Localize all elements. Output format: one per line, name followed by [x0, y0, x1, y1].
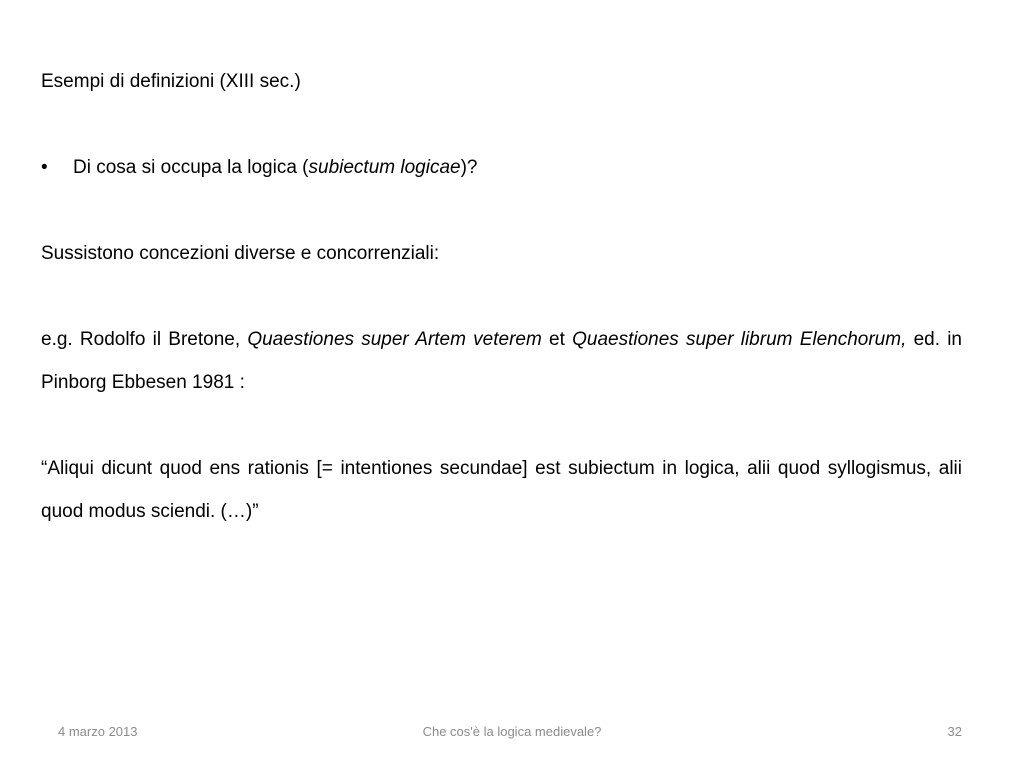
intro-paragraph: Sussistono concezioni diverse e concorrenziali: — [41, 243, 440, 264]
spacer — [41, 189, 962, 232]
bullet-icon: • — [41, 157, 48, 178]
example-suffix: ed. in Pinborg Ebbesen 1981 : — [41, 329, 962, 393]
slide-content — [41, 60, 962, 533]
bullet-item — [41, 146, 962, 189]
example-title-2: Quaestiones super librum Elenchorum, — [572, 329, 907, 350]
footer-date: 4 marzo 2013 — [58, 724, 138, 739]
bullet-text-after: )? — [460, 157, 478, 178]
spacer — [41, 404, 962, 447]
spacer — [41, 103, 962, 146]
bullet-text-before: Di cosa si occupa la logica ( — [73, 157, 309, 178]
example-title-1: Quaestiones super Artem veterem — [247, 329, 542, 350]
bullet-text — [73, 146, 478, 189]
footer-page-number: 32 — [947, 724, 962, 739]
example-prefix: e.g. Rodolfo il Bretone, — [41, 329, 248, 350]
spacer — [41, 275, 962, 318]
footer-title: Che cos'è la logica medievale? — [422, 724, 602, 739]
example-paragraph — [41, 318, 962, 404]
slide-heading: Esempi di definizioni (XIII sec.) — [41, 71, 301, 92]
bullet-text-italic: subiectum logicae — [308, 157, 461, 178]
example-middle: et — [541, 329, 573, 350]
quote-paragraph: “Aliqui dicunt quod ens rationis [= intentiones secundae] est subiectum in logica, alii quod syllogismus, alii quod modus sciendi. (…)” — [41, 458, 962, 522]
